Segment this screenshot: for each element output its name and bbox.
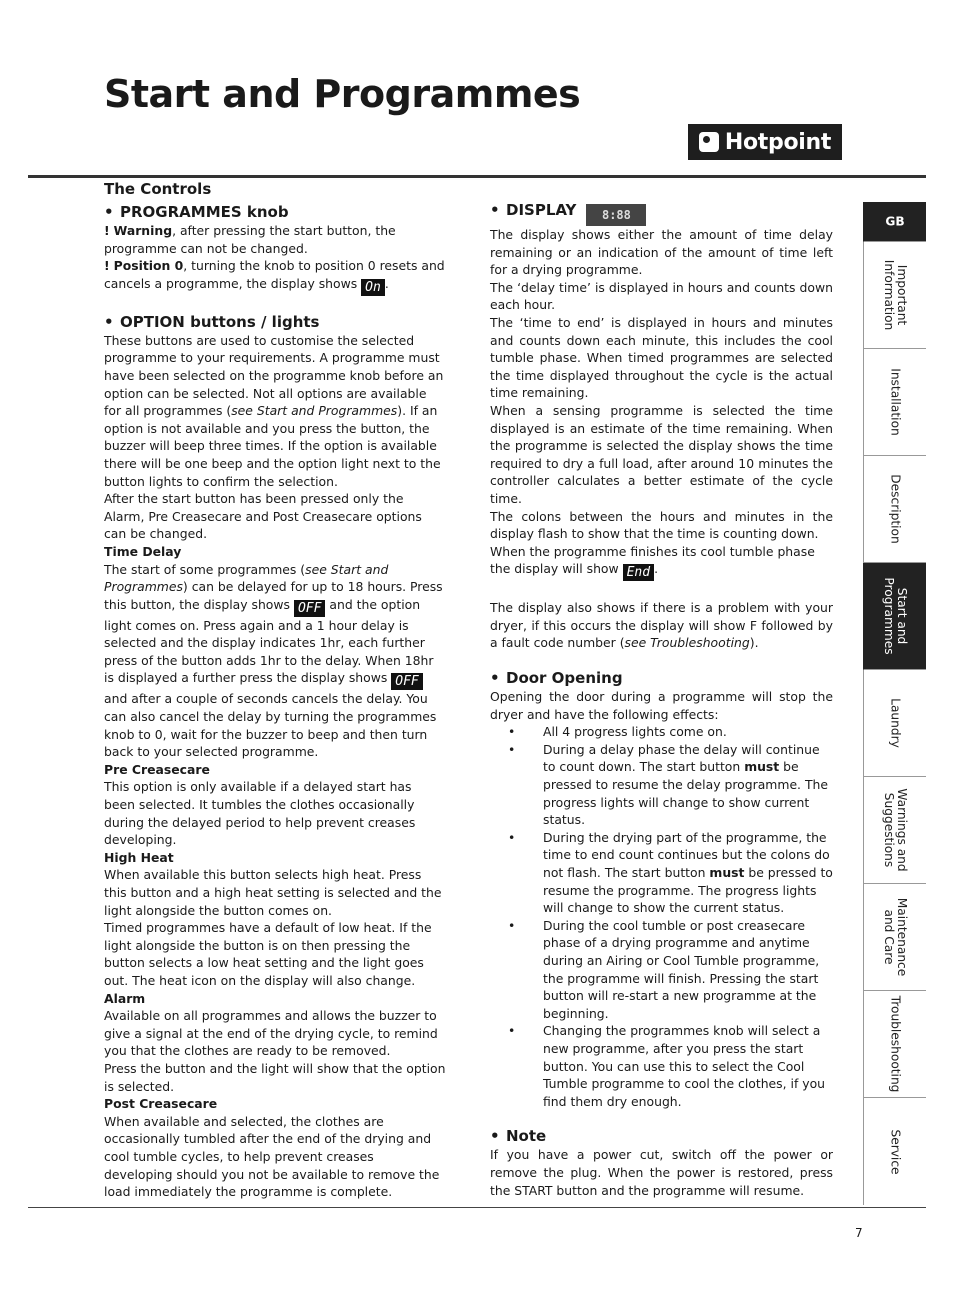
display-text-7: The display also shows if there is a problem with your dryer, if this occurs the display will show F followed by a fault code number (see Troubleshooting). — [490, 600, 833, 651]
right-column — [490, 200, 833, 1199]
page-number: 7 — [855, 1226, 863, 1240]
tab-label: Laundry — [888, 698, 903, 748]
page-title: Start and Programmes — [104, 72, 581, 116]
tab-label: Description — [888, 474, 903, 544]
time-delay-heading: Time Delay — [104, 543, 182, 559]
lcd-end-display: End — [623, 564, 654, 581]
note-heading: • Note — [490, 1127, 547, 1146]
lcd-off-display: OFF — [391, 673, 422, 690]
tab-start-and-programmes[interactable] — [863, 563, 926, 670]
pre-creasecare-heading: Pre Creasecare — [104, 761, 210, 777]
options-paragraph-2: After the start button has been pressed only the Alarm, Pre Creasecare and Post Creasecare options can be changed. — [104, 491, 422, 542]
door-opening-heading: • Door Opening — [490, 669, 623, 688]
door-opening-intro: Opening the door during a programme will stop the dryer and have the following effects: — [490, 689, 833, 722]
list-item: • During the drying part of the programme, the time to end count continues but the colons do not flash. The start button must be pressed to resume the programme. The progress lights will change to show the current status. — [490, 829, 833, 917]
display-text-3: The ‘time to end’ is displayed in hours and minutes and counts down each minute, this includes the cool tumble phase. When timed programmes are selected the time displayed throughout the cycle is the actual time remaining. — [490, 314, 833, 401]
tab-installation[interactable] — [863, 349, 926, 456]
high-heat-heading: High Heat — [104, 849, 174, 865]
display-panel-icon: 8:88 — [586, 204, 646, 226]
programmes-position-0: ! Position 0, turning the knob to position 0 resets and cancels a programme, the display shows On . — [104, 258, 445, 295]
list-item: • During the cool tumble or post creasecare phase of a drying programme and anytime during an Airing or Cool Tumble programme, the programme will finish. Pressing the start button will re-start a new programme at the beginning. — [490, 917, 833, 1023]
programmes-knob-heading: • PROGRAMMES knob — [104, 203, 289, 221]
controls-heading: The Controls — [104, 180, 212, 198]
left-column — [104, 180, 446, 1201]
alarm-text-1: Available on all programmes and allows the buzzer to give a signal at the end of the drying cycle, to remind you that the clothes are ready to be removed. — [104, 1008, 438, 1059]
tab-maintenance-and-care[interactable] — [863, 884, 926, 991]
display-text-2: The ‘delay time’ is displayed in hours and counts down each hour. — [490, 279, 833, 313]
header-rule — [28, 175, 926, 178]
post-creasecare-text: When available and selected, the clothes are occasionally tumbled after the end of the drying and cool tumble cycles, to help prevent creases developing should you not be available to remove the load immediately the programme is complete. — [104, 1113, 440, 1200]
tab-laundry[interactable] — [863, 670, 926, 777]
alarm-heading: Alarm — [104, 990, 146, 1006]
tab-service[interactable] — [863, 1098, 926, 1205]
hotpoint-logo-icon — [699, 132, 719, 152]
high-heat-text-1: When available this button selects high heat. Press this button and a high heat setting is selected and the light alongside the button comes on. — [104, 867, 442, 918]
tab-label: Maintenance and Care — [882, 897, 909, 977]
high-heat-text-2: Timed programmes have a default of low heat. If the light alongside the button is on then pressing the button selects a low heat setting and the light goes out. The heat icon on the display will also change. — [104, 920, 432, 988]
tab-troubleshooting[interactable] — [863, 991, 926, 1098]
tab-important-information[interactable] — [863, 242, 926, 349]
tab-label: Warnings and Suggestions — [882, 788, 909, 872]
options-paragraph-1: These buttons are used to customise the selected programme to your requirements. A programme must have been selected on the programme knob before an option can be selected. Not all options are available for all programmes (see Start and Programmes). If an option is not available and you press the button, the buzzer will beep three times. If the option is available there will be one beep and the option light next to the button lights to confirm the selection. — [104, 332, 444, 489]
door-opening-effects-list — [490, 723, 833, 1110]
brand-logo — [688, 124, 842, 160]
post-creasecare-heading: Post Creasecare — [104, 1096, 218, 1112]
tab-label: Installation — [888, 368, 903, 436]
programmes-warning: ! Warning, after pressing the start button, the programme can not be changed. — [104, 223, 396, 256]
tab-label: GB — [885, 214, 905, 228]
display-text-5: The colons between the hours and minutes in the display flash to show that the time is counting down. — [490, 508, 833, 542]
alarm-text-2: Press the button and the light will show that the option is selected. — [104, 1060, 446, 1094]
footer-rule — [28, 1207, 926, 1208]
list-item: • Changing the programmes knob will select a new programme, after you press the start button. You can use this to select the Cool Tumble programme to cool the clothes, if you find them dry enough. — [490, 1022, 833, 1110]
display-text-4: When a sensing programme is selected the time displayed is an estimate of the time remaining. When the programme is selected the display shows the time required to dry a full load, after around 10 minutes the controller calculates a better estimate of the cycle time. — [490, 402, 833, 506]
tab-label: Start and Programmes — [882, 577, 909, 655]
note-text: If you have a power cut, switch off the power or remove the plug. When the power is restored, press the START button and the programme will resume. — [490, 1147, 833, 1198]
pre-creasecare-text: This option is only available if a delayed start has been selected. It tumbles the clothes occasionally during the delayed period to help prevent creases developing. — [104, 779, 416, 848]
list-item: • All 4 progress lights come on. — [490, 723, 833, 741]
time-delay-text: The start of some programmes (see Start and Programmes) can be delayed for up to 18 hours. Press this button, the display shows OFF and the option light comes on. Press again and a 1 hour delay is selected and the display indicates 1hr, each further press of the button adds 1hr to the delay. When 18hr is displayed a further press the display shows OFF and after a couple of seconds cancels the delay. You can also cancel the delay by turning the programmes knob to 0, wait for the buzzer to beep and then turn back to your selected programme. — [104, 561, 443, 760]
tab-label: Troubleshooting — [888, 995, 903, 1093]
tab-warnings-and-suggestions[interactable] — [863, 777, 926, 884]
display-text-1: The display shows either the amount of time delay remaining or an indication of the amount of time left for a drying programme. — [490, 227, 833, 278]
tab-label: Service — [888, 1128, 903, 1175]
list-item: • During a delay phase the delay will continue to count down. The start button must be pressed to resume the delay programme. The progress lights will change to show current status. — [490, 741, 833, 829]
tab-gb[interactable] — [863, 202, 926, 242]
tab-description[interactable] — [863, 456, 926, 563]
logo-text: Hotpoint — [724, 129, 832, 155]
tab-label: Important Information — [882, 259, 909, 331]
option-buttons-heading: • OPTION buttons / lights — [104, 312, 320, 331]
section-tabs — [863, 202, 926, 1205]
lcd-off-display: OFF — [294, 600, 325, 617]
display-heading: • DISPLAY 8:88 — [490, 200, 833, 226]
lcd-on-display: On — [361, 279, 385, 296]
display-text-6: When the programme finishes its cool tumble phase the display will show End . — [490, 543, 815, 581]
